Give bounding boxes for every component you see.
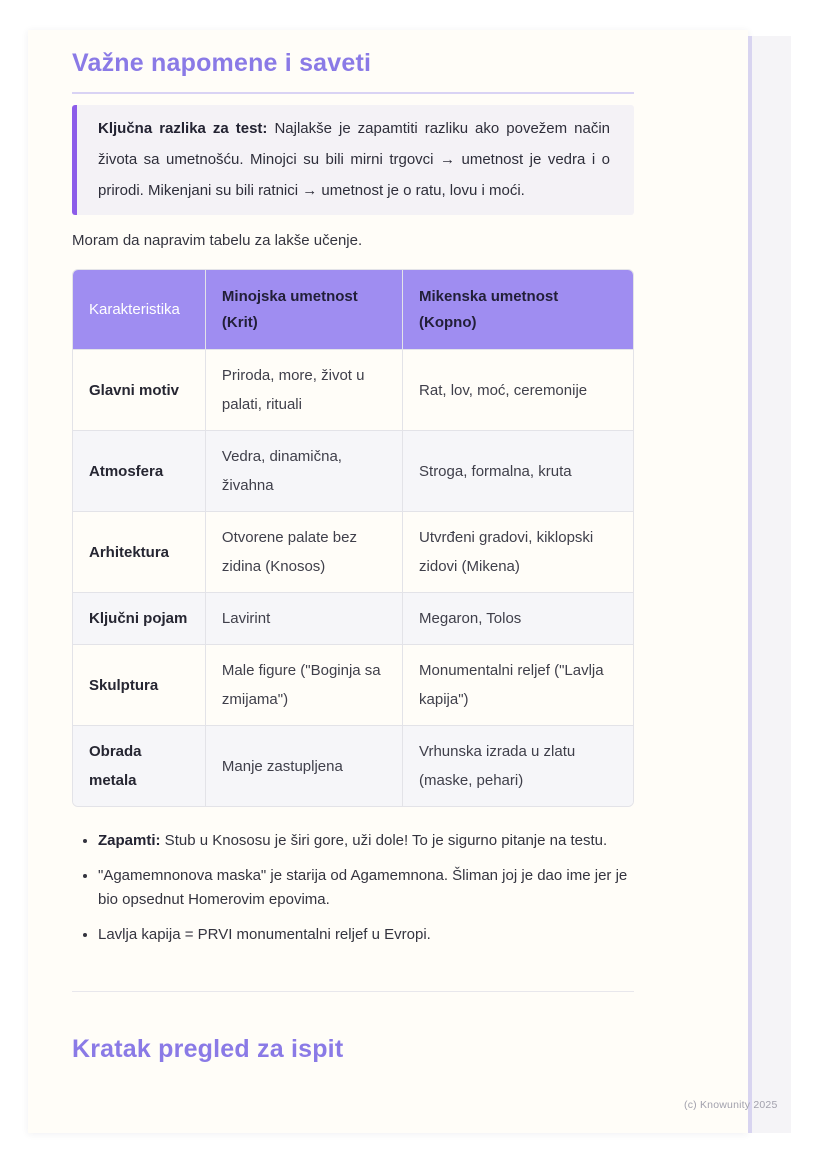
copyright-watermark: (c) Knowunity 2025 bbox=[684, 1099, 778, 1111]
cell-mikenska: Rat, lov, moć, ceremonije bbox=[402, 349, 633, 430]
list-item-text: Lavlja kapija = PRVI monumentalni reljef u Evropi. bbox=[98, 926, 431, 944]
row-label: Skulptura bbox=[73, 644, 205, 725]
intro-paragraph: Moram da napravim tabelu za lakše učenje. bbox=[72, 232, 363, 250]
next-page-edge bbox=[748, 36, 791, 1133]
header-cell-mikenska: Mikenska umetnost (Kopno) bbox=[402, 270, 633, 349]
cell-minojska: Male figure ("Boginja sa zmijama") bbox=[205, 644, 402, 725]
cell-minojska: Manje zastupljena bbox=[205, 725, 402, 806]
comparison-table bbox=[72, 269, 634, 807]
list-item-text: "Agamemnonova maska" je starija od Agamemnona. Šliman joj je dao ime jer je bio opsednut Homerovim epovima. bbox=[98, 867, 628, 909]
row-label: Ključni pojam bbox=[73, 592, 205, 644]
cell-minojska: Lavirint bbox=[205, 592, 402, 644]
list-item-lead: Zapamti: bbox=[98, 832, 161, 850]
callout-key-difference bbox=[72, 105, 634, 215]
list-item bbox=[98, 864, 634, 912]
cell-minojska: Priroda, more, život u palati, rituali bbox=[205, 349, 402, 430]
section-divider bbox=[72, 991, 634, 992]
callout-lead: Ključna razlika za test: bbox=[98, 120, 268, 137]
list-item-text: Stub u Knososu je širi gore, uži dole! To je sigurno pitanje na testu. bbox=[160, 832, 608, 850]
cell-mikenska: Vrhunska izrada u zlatu (maske, pehari) bbox=[402, 725, 633, 806]
table-row bbox=[73, 511, 633, 592]
table-row bbox=[73, 725, 633, 806]
table-row bbox=[73, 592, 633, 644]
callout-body: Najlakše je zapamtiti razliku ako povežem način života sa umetnošću. Minojci su bili mirni trgovci → umetnost je vedra i o prirodi. Mikenjani su bili ratnici → umetnost je o ratu, lovu i moći. bbox=[98, 120, 610, 199]
list-item bbox=[98, 829, 634, 853]
table-header-row bbox=[73, 270, 633, 349]
notes-list bbox=[72, 829, 634, 947]
list-item bbox=[98, 923, 634, 947]
cell-mikenska: Utvrđeni gradovi, kiklopski zidovi (Mikena) bbox=[402, 511, 633, 592]
header-cell-minojska: Minojska umetnost (Krit) bbox=[205, 270, 402, 349]
cell-minojska: Vedra, dinamična, živahna bbox=[205, 430, 402, 511]
page-title: Važne napomene i saveti bbox=[72, 48, 634, 94]
row-label: Arhitektura bbox=[73, 511, 205, 592]
cell-mikenska: Stroga, formalna, kruta bbox=[402, 430, 633, 511]
table-row bbox=[73, 430, 633, 511]
cell-minojska: Otvorene palate bez zidina (Knosos) bbox=[205, 511, 402, 592]
next-section-title: Kratak pregled za ispit bbox=[72, 1035, 344, 1064]
row-label: Glavni motiv bbox=[73, 349, 205, 430]
document-page bbox=[28, 30, 748, 1133]
row-label: Atmosfera bbox=[73, 430, 205, 511]
table-row bbox=[73, 644, 633, 725]
table-row bbox=[73, 349, 633, 430]
row-label: Obrada metala bbox=[73, 725, 205, 806]
header-cell-karakteristika: Karakteristika bbox=[73, 270, 205, 349]
cell-mikenska: Megaron, Tolos bbox=[402, 592, 633, 644]
cell-mikenska: Monumentalni reljef ("Lavlja kapija") bbox=[402, 644, 633, 725]
callout-text bbox=[98, 114, 610, 206]
